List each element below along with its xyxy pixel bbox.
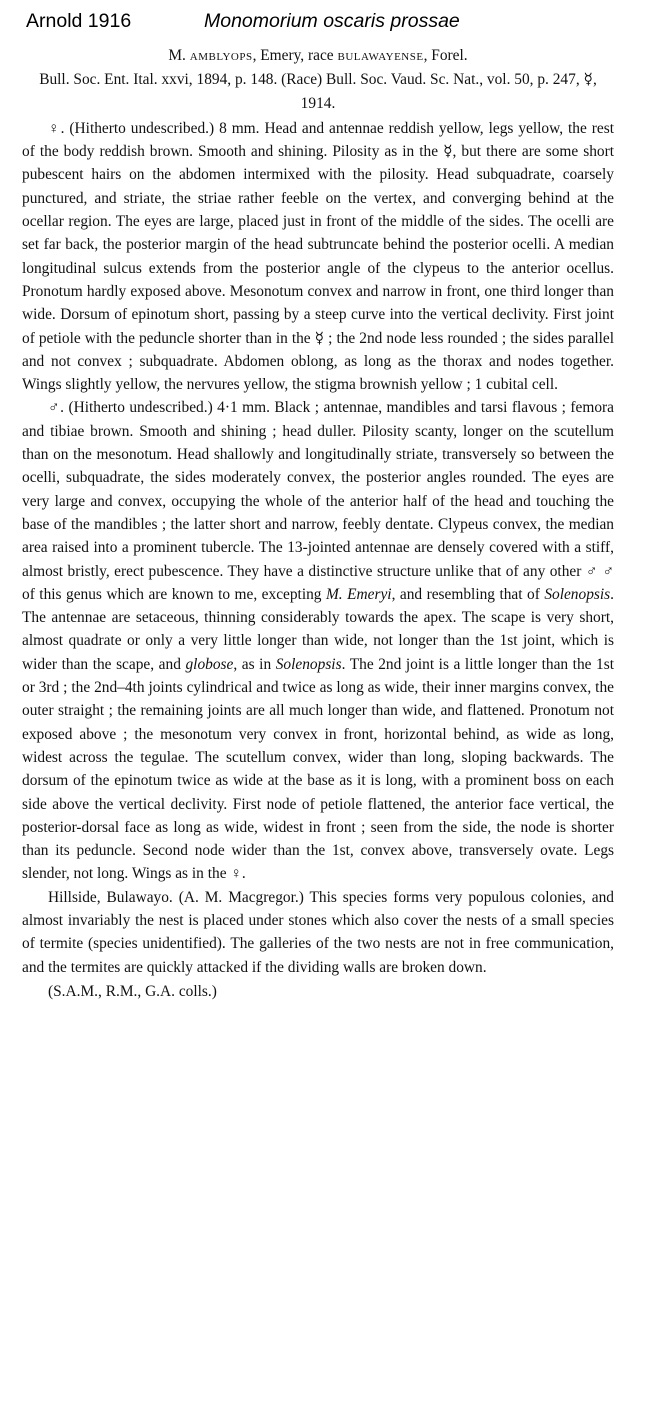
species-heading	[22, 44, 614, 67]
male-text-4: , as in	[233, 655, 276, 673]
male-text-3: . The antennae are setaceous, thinning considerably towards the apex. The scape is very short, almost quadrate or only a very little longer than wide, not longer than the 1st joint, which is wider than the scape, and	[22, 585, 615, 673]
male-text-5: . The 2nd joint is a little longer than the 1st or 3rd ; the 2nd–4th joints cylindrical and twice as long as wide, their inner margins convex, the outer straight ; the remaining joints are all much longer than wide, and flattened. Pronotum not exposed above ; the mesonotum very convex in front, horizontal behind, as wide as long, widest across the tegulae. The scutellum convex, wider than long, sloping backwards. The dorsum of the epinotum twice as wide at the base as it is long, with a prominent boss on each side above the vertical declivity. First node of petiole flattened, the anterior face vertical, the posterior-dorsal face as long as wide, widest in front ; seen from the side, the node is shorter than its peduncle. Second node wider than the 1st, convex above, transversely ovate. Legs slender, not long. Wings as in the ♀.	[22, 655, 615, 883]
bibliography: Bull. Soc. Ent. Ital. xxvi, 1894, p. 148. (Race) Bull. Soc. Vaud. Sc. Nat., vol. 50, p. 247, ☿, 1914.	[39, 71, 597, 112]
locality-notes: Hillside, Bulawayo. (A. M. Macgregor.) This species forms very populous colonies, and almost invariably the nest is placed under stones which also cover the nests of a small species of termite (species unidentified). The galleries of the two nests are not in free communication, and the termites are quickly attacked if the dividing walls are broken down.	[22, 888, 614, 976]
male-solenopsis-1: Solenopsis	[544, 585, 611, 603]
male-globose: globose	[185, 655, 234, 673]
male-text-2: , and resembling that of	[391, 585, 545, 603]
heading-sep2: ,	[423, 47, 432, 64]
heading-race: bulawayense	[337, 47, 424, 64]
heading-genus: M.	[168, 47, 186, 64]
female-description: ♀. (Hitherto undescribed.) 8 mm. Head and antennae reddish yellow, legs yellow, the rest of the body reddish brown. Smooth and shining. Pilosity as in the ☿, but there are some short pubescent hairs on the abdomen intermixed with the pilosity. Head subquadrate, coarsely punctured, and striate, the striae rather feeble on the vertex, and converging behind at the ocellar region. The eyes are large, placed just in front of the middle of the sides. The ocelli are set far back, the posterior margin of the head subtruncate behind the posterior ocelli. A median longitudinal sulcus extends from the posterior angle of the clypeus to the anterior ocellus. Pronotum hardly exposed above. Mesonotum convex and narrow in front, one third longer than wide. Dorsum of epinotum short, passing by a steep curve into the vertical declivity. First joint of petiole with the peduncle shorter than in the ☿ ; the 2nd node less rounded ; the sides parallel and not convex ; subquadrate. Abdomen oblong, as long as the thorax and nodes together. Wings slightly yellow, the nervures yellow, the stigma brownish yellow ; 1 cubital cell.	[22, 119, 614, 394]
male-emeryi: M. Emeryi	[325, 585, 392, 603]
male-description	[22, 396, 614, 885]
collections: (S.A.M., R.M., G.A. colls.)	[48, 982, 217, 1000]
running-header	[0, 8, 669, 42]
header-author: Arnold 1916	[26, 10, 132, 32]
heading-race-author: Forel.	[431, 47, 468, 64]
male-text-1: ♂. (Hitherto undescribed.) 4·1 mm. Black ; antennae, mandibles and tarsi flavous ; femora and tibiae brown. Smooth and shining ; head duller. Pilosity scanty, longer on the scutellum than on the mesonotum. Head shallowly and longitudinally striate, transversely so between the ocelli, subquadrate, the sides moderately convex, the posterior angles rounded. The eyes are very large and convex, occupying the whole of the anterior half of the head and touching the base of the mandibles ; the latter short and narrow, feebly dentate. Clypeus convex, the median area raised into a prominent tubercle. The 13-jointed antennae are densely covered with a stiff, almost bristly, erect pubescence. They have a distinctive structure unlike that of any other ♂ ♂ of this genus which are known to me, excepting	[22, 399, 614, 603]
page-body	[22, 44, 614, 1003]
heading-species: amblyops	[189, 47, 253, 64]
heading-sep: ,	[252, 47, 261, 64]
male-solenopsis-2: Solenopsis	[275, 655, 342, 673]
header-taxon: Monomorium oscaris prossae	[204, 10, 460, 32]
heading-author: Emery, race	[260, 47, 334, 64]
